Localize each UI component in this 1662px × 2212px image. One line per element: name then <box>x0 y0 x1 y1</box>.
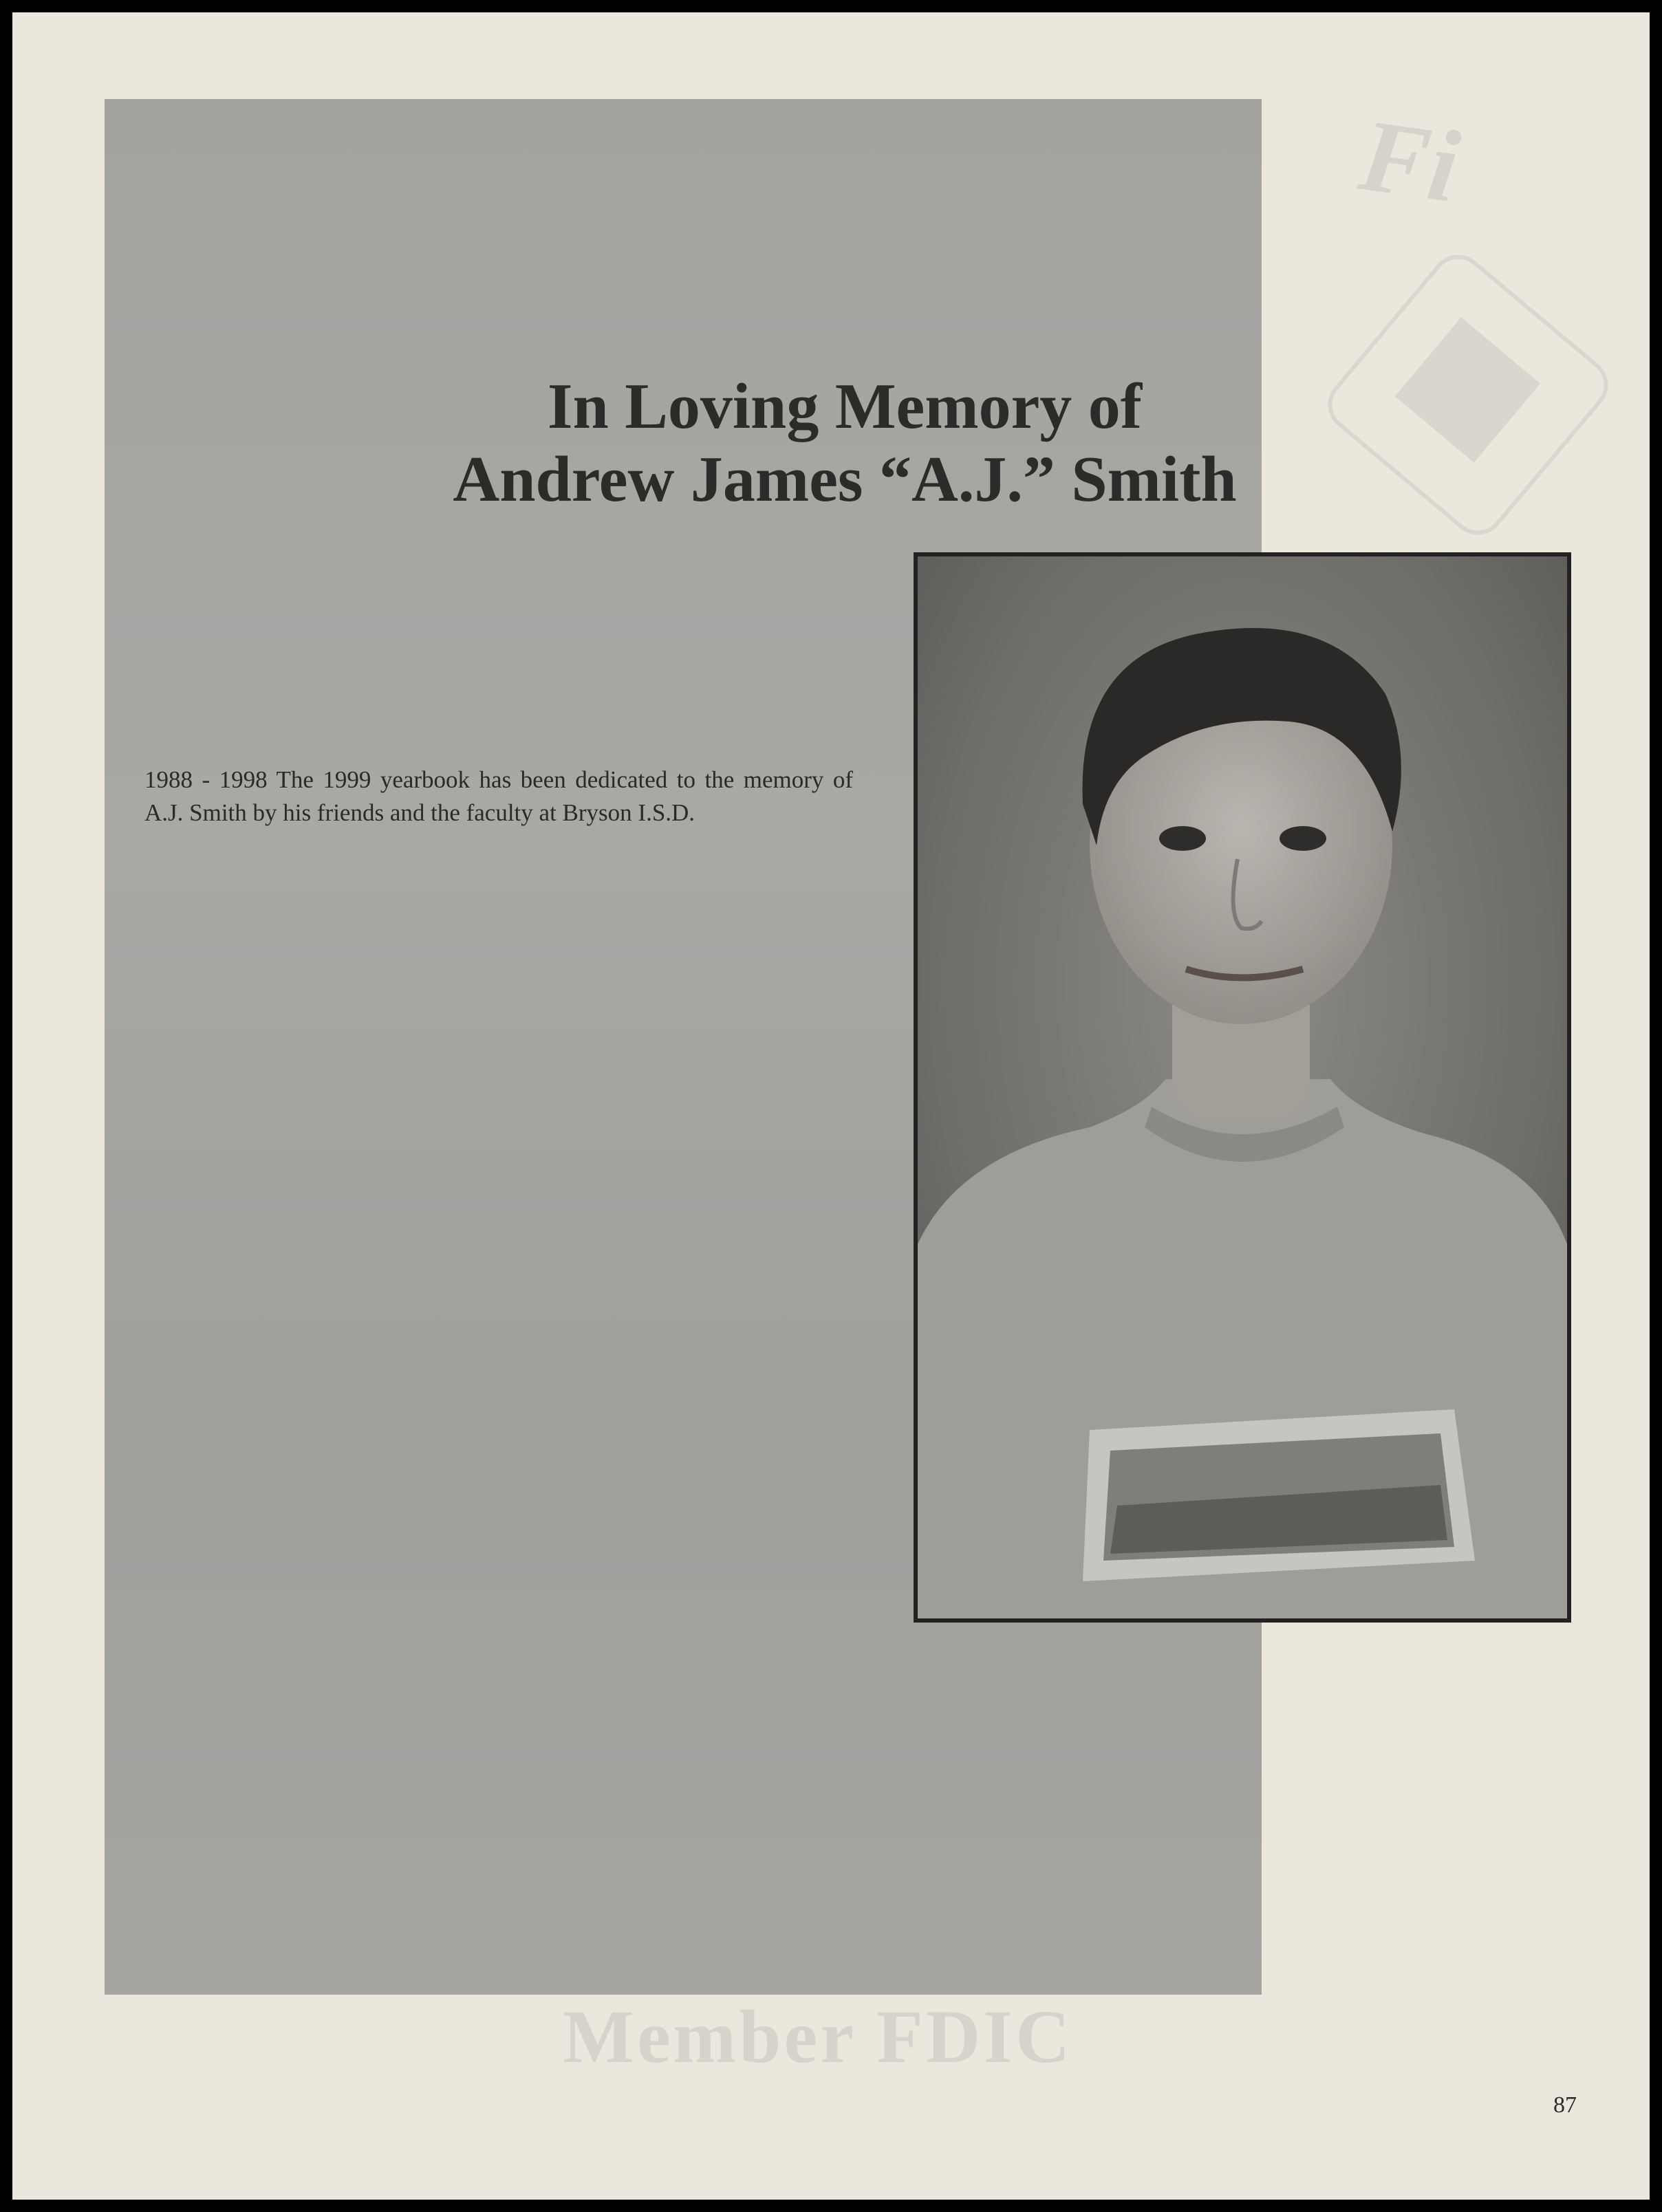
memorial-title <box>398 370 1292 516</box>
faded-show-through-text-bottom: Member FDIC <box>563 1995 1073 2079</box>
faded-show-through-graphic <box>1317 243 1619 546</box>
faded-show-through-text-top: Fi <box>1353 97 1466 225</box>
portrait-photo <box>918 556 1567 1618</box>
yearbook-page <box>12 12 1650 2200</box>
page-number: 87 <box>1553 2092 1577 2118</box>
title-line-2: Andrew James “A.J.” Smith <box>453 444 1237 516</box>
title-line-1: In Loving Memory of <box>547 371 1143 442</box>
portrait-photo-frame <box>914 552 1571 1623</box>
dedication-paragraph: 1988 - 1998 The 1999 yearbook has been dedicated to the memory of A.J. Smith by his friends and the faculty at Bryson I.S.D. <box>144 766 853 826</box>
